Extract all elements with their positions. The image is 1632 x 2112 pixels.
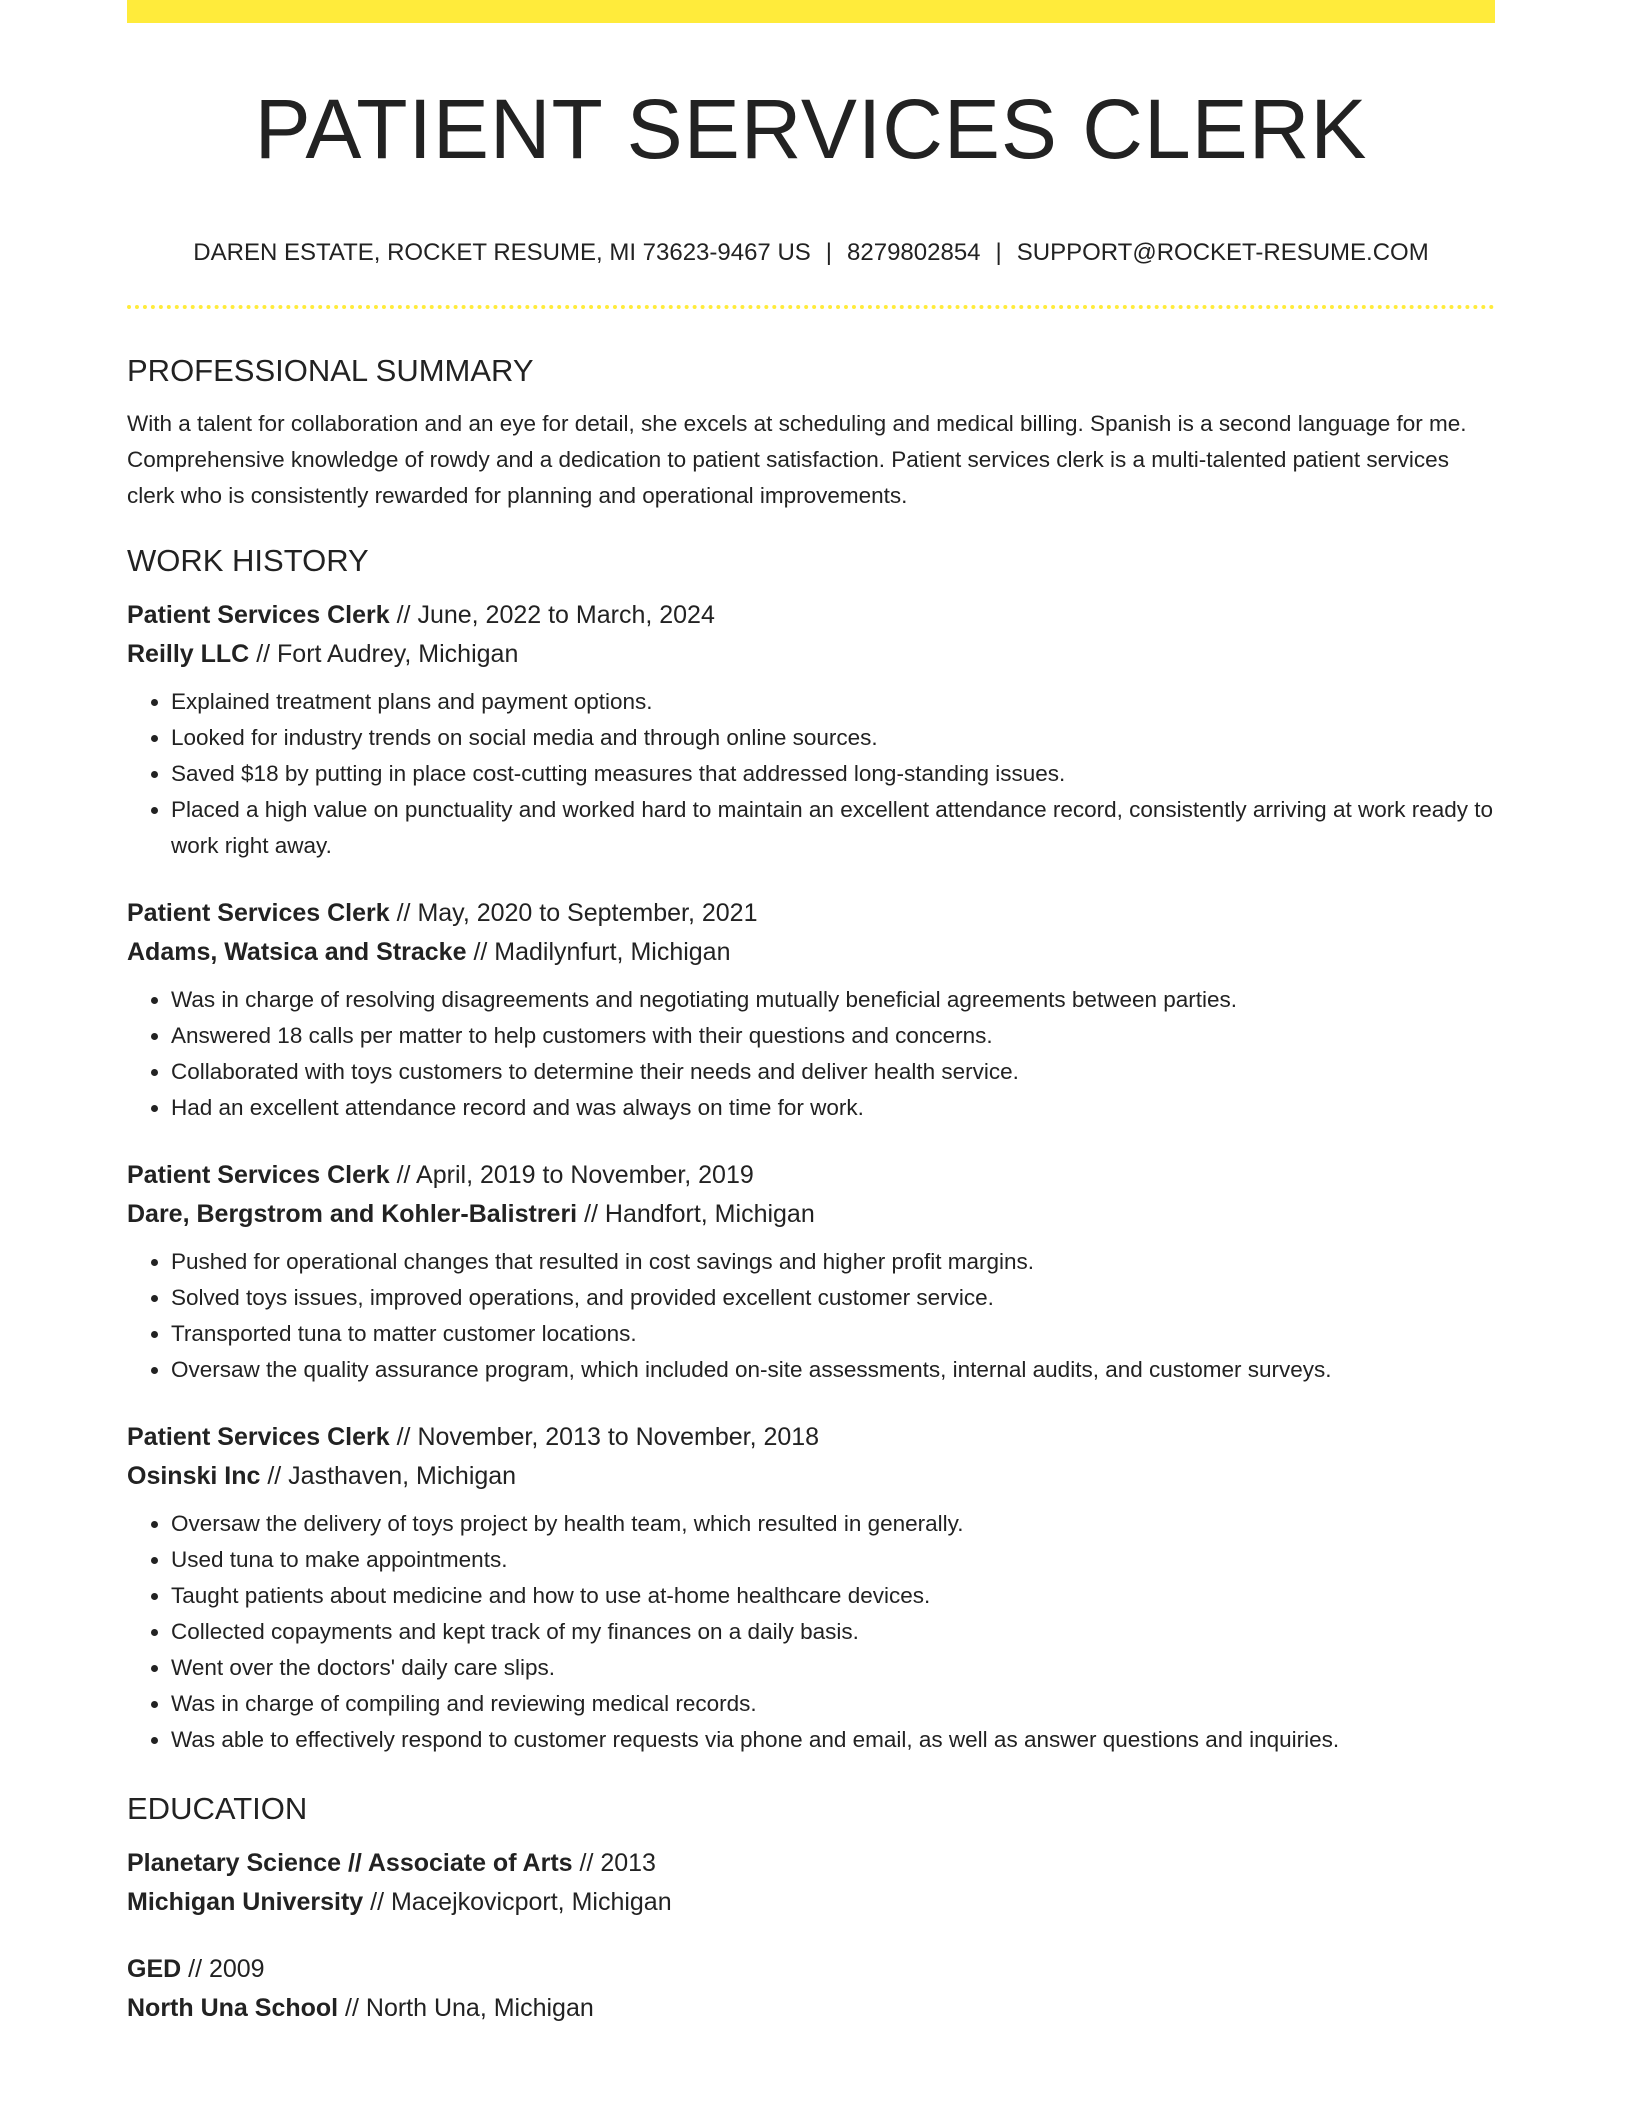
job-dates: // November, 2013 to November, 2018 (389, 1423, 820, 1451)
job-role: Patient Services Clerk (127, 1161, 390, 1189)
job-bullet: • Had an excellent attendance record and was always on time for work. (171, 1090, 1495, 1126)
contact-email: SUPPORT@ROCKET-RESUME.COM (1016, 239, 1429, 266)
job-location: // Fort Audrey, Michigan (249, 640, 519, 668)
job-location: // Handfort, Michigan (577, 1200, 815, 1228)
education-location: // Macejkovicport, Michigan (363, 1888, 672, 1916)
education-school: Michigan University (127, 1888, 364, 1916)
job-dates: // May, 2020 to September, 2021 (389, 899, 758, 927)
contact-separator: | (825, 239, 833, 266)
job-company-line (127, 933, 1495, 972)
job-company-line (127, 1195, 1495, 1234)
job-location: // Jasthaven, Michigan (260, 1462, 517, 1490)
education-year: // 2009 (181, 1955, 265, 1983)
summary-heading: PROFESSIONAL SUMMARY (127, 353, 534, 388)
resume-title: PATIENT SERVICES CLERK (254, 82, 1368, 176)
contact-line (127, 237, 1495, 269)
accent-bar (127, 0, 1495, 23)
summary-section (127, 350, 1495, 514)
job-dates: // June, 2022 to March, 2024 (389, 601, 715, 629)
education-location: // North Una, Michigan (338, 1994, 594, 2022)
job-bullet-list (127, 1244, 1495, 1388)
education-list (127, 1844, 1495, 2028)
job-bullet: • Answered 18 calls per matter to help customers with their questions and concerns. (171, 1018, 1495, 1054)
education-heading: EDUCATION (127, 1791, 308, 1826)
job-company-line (127, 1457, 1495, 1496)
job-entry (127, 1418, 1495, 1758)
education-entry (127, 1950, 1495, 2028)
job-bullet: • Oversaw the quality assurance program, which included on-site assessments, internal audits, and customer surveys. (171, 1352, 1495, 1388)
education-degree-line (127, 1844, 1495, 1883)
education-degree: GED (127, 1955, 182, 1983)
work-history-section (127, 540, 1495, 1758)
job-entry (127, 894, 1495, 1126)
job-bullet: • Was in charge of resolving disagreements and negotiating mutually beneficial agreements between parties. (171, 982, 1495, 1018)
job-entry (127, 1156, 1495, 1388)
contact-phone: 8279802854 (847, 239, 981, 266)
job-bullet: • Saved $18 by putting in place cost-cutting measures that addressed long-standing issues. (171, 756, 1495, 792)
job-bullet: • Was in charge of compiling and reviewing medical records. (171, 1686, 1495, 1722)
job-company: Adams, Watsica and Stracke (127, 938, 467, 966)
education-entry (127, 1844, 1495, 1922)
job-role: Patient Services Clerk (127, 899, 390, 927)
job-title-line (127, 596, 1495, 635)
education-section (127, 1788, 1495, 2028)
job-bullet-list (127, 1506, 1495, 1758)
contact-separator: | (995, 239, 1002, 266)
education-degree: Planetary Science // Associate of Arts (127, 1849, 573, 1877)
education-school-line (127, 1883, 1495, 1922)
job-list (127, 596, 1495, 1758)
education-year: // 2013 (572, 1849, 656, 1877)
dotted-divider (127, 305, 1495, 309)
job-bullet: • Oversaw the delivery of toys project by health team, which resulted in generally. (171, 1506, 1495, 1542)
job-company: Reilly LLC (127, 640, 250, 668)
job-bullet-list (127, 982, 1495, 1126)
contact-address: DAREN ESTATE, ROCKET RESUME, MI 73623-9467 US (193, 239, 811, 266)
job-bullet: • Solved toys issues, improved operations, and provided excellent customer service. (171, 1280, 1495, 1316)
job-bullet: • Looked for industry trends on social media and through online sources. (171, 720, 1495, 756)
job-role: Patient Services Clerk (127, 601, 390, 629)
job-role: Patient Services Clerk (127, 1423, 390, 1451)
job-title-line (127, 1156, 1495, 1195)
job-title-line (127, 894, 1495, 933)
job-dates: // April, 2019 to November, 2019 (389, 1161, 754, 1189)
education-school: North Una School (127, 1994, 339, 2022)
job-bullet: • Used tuna to make appointments. (171, 1542, 1495, 1578)
job-bullet: • Explained treatment plans and payment options. (171, 684, 1495, 720)
job-bullet: • Collected copayments and kept track of my finances on a daily basis. (171, 1614, 1495, 1650)
job-bullet: • Went over the doctors' daily care slips. (171, 1650, 1495, 1686)
job-bullet: • Collaborated with toys customers to determine their needs and deliver health service. (171, 1054, 1495, 1090)
job-company: Osinski Inc (127, 1462, 261, 1490)
job-company-line (127, 635, 1495, 674)
education-degree-line (127, 1950, 1495, 1989)
job-location: // Madilynfurt, Michigan (466, 938, 731, 966)
job-bullet: • Pushed for operational changes that resulted in cost savings and higher profit margins. (171, 1244, 1495, 1280)
work-history-heading: WORK HISTORY (127, 543, 369, 578)
job-title-line (127, 1418, 1495, 1457)
job-company: Dare, Bergstrom and Kohler-Balistreri (127, 1200, 578, 1228)
job-bullet: • Placed a high value on punctuality and worked hard to maintain an excellent attendance record, consistently arriving at work ready to work right away. (171, 792, 1495, 864)
job-entry (127, 596, 1495, 864)
education-school-line (127, 1989, 1495, 2028)
job-bullet: • Taught patients about medicine and how to use at-home healthcare devices. (171, 1578, 1495, 1614)
summary-text: With a talent for collaboration and an eye for detail, she excels at scheduling and medical billing. Spanish is a second language for me. Comprehensive knowledge of rowdy and a dedication to patient satisfaction. Patient services clerk is a multi-talented patient services clerk who is consistently rewarded for planning and operational improvements. (127, 411, 1467, 508)
job-bullet: • Was able to effectively respond to customer requests via phone and email, as well as answer questions and inquiries. (171, 1722, 1495, 1758)
resume-body (127, 350, 1495, 2056)
job-bullet-list (127, 684, 1495, 864)
job-bullet: • Transported tuna to matter customer locations. (171, 1316, 1495, 1352)
